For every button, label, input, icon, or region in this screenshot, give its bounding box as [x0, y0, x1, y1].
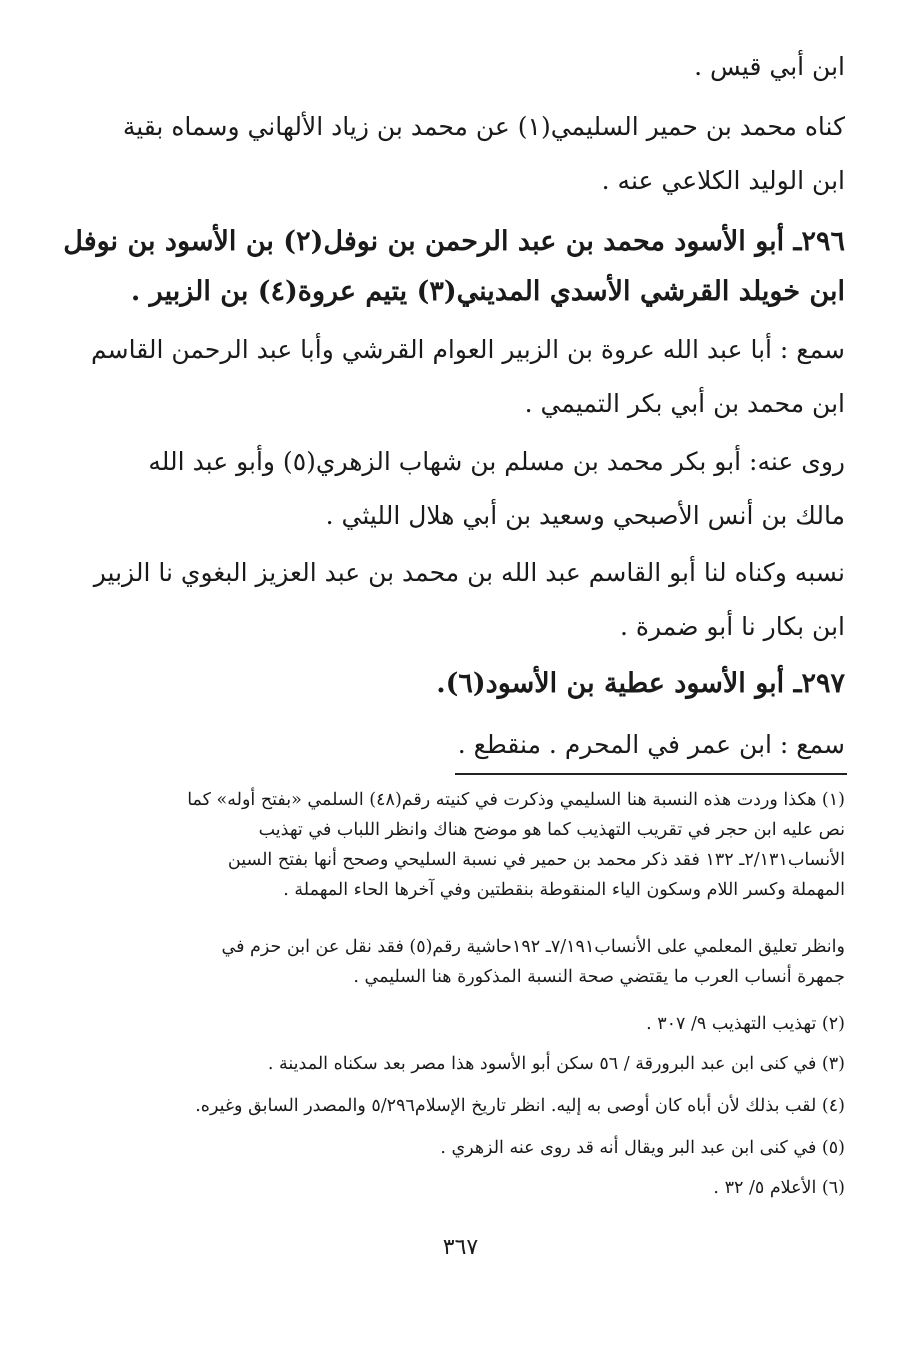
heading-line: ٢٩٦ـ أبو الأسود محمد بن عبد الرحمن بن نوفل(٢) بن الأسود بن نوفل	[63, 226, 845, 257]
footnote-separator	[455, 773, 847, 775]
paragraph-line: روى عنه: أبو بكر محمد بن مسلم بن شهاب الزهري(٥) وأبو عبد الله	[148, 447, 845, 476]
entry-297-heard-from	[111, 718, 845, 772]
footnote-1	[111, 785, 845, 905]
heading-line: ابن خويلد القرشي الأسدي المديني(٣) يتيم عروة(٤) بن الزبير .	[130, 276, 845, 307]
heading-line: ٢٩٧ـ أبو الأسود عطية بن الأسود(٦).	[436, 668, 845, 699]
footnote-line: (٣) في كنى ابن عبد البرورقة / ٥٦ سكن أبو الأسود هذا مصر بعد سكناه المدينة .	[267, 1054, 845, 1074]
intro-line: ابن أبي قيس .	[694, 52, 845, 81]
footnote-line: (٢) تهذيب التهذيب ٩/ ٣٠٧ .	[646, 1014, 845, 1034]
footnote-line: (٦) الأعلام ٥/ ٣٢ .	[713, 1178, 845, 1198]
footnote-2	[111, 1009, 845, 1039]
footnote-6	[111, 1173, 845, 1203]
footnote-line: (١) هكذا وردت هذه النسبة هنا السليمي وذكرت في كنيته رقم(٤٨) السلمي «بفتح أوله» كما	[187, 790, 845, 810]
entry-296-heard-from	[91, 323, 845, 431]
paragraph-line: ابن محمد بن أبي بكر التميمي .	[524, 389, 845, 418]
entry-296-lineage	[93, 546, 845, 654]
footnote-1-continuation	[111, 932, 845, 992]
footnote-3	[111, 1049, 845, 1079]
paragraph-line: مالك بن أنس الأصبحي وسعيد بن أبي هلال الليثي .	[325, 501, 845, 530]
footnote-line: نص عليه ابن حجر في تقريب التهذيب كما هو موضح هناك وانظر اللباب في تهذيب	[258, 820, 845, 840]
entry-296-heading	[63, 217, 845, 317]
page-number: ٣٦٧	[442, 1235, 479, 1260]
paragraph-line: ابن بكار نا أبو ضمرة .	[619, 612, 845, 641]
footnote-line: الأنساب٢/١٣١ـ ١٣٢ فقد ذكر محمد بن حمير في نسبة السليحي وصحح أنها بفتح السين	[227, 850, 845, 870]
footnote-line: (٤) لقب بذلك لأن أباه كان أوصى به إليه. انظر تاريخ الإسلام٥/٢٩٦ والمصدر السابق وغيره.	[195, 1096, 845, 1116]
intro-paragraph	[111, 40, 845, 94]
footnote-5	[111, 1133, 845, 1163]
footnote-line: (٥) في كنى ابن عبد البر ويقال أنه قد روى عنه الزهري .	[440, 1138, 845, 1158]
entry-296-narrated-by	[111, 435, 845, 543]
entry-297-heading	[111, 659, 845, 709]
paragraph-line: ابن الوليد الكلاعي عنه .	[601, 166, 845, 195]
footnote-line: وانظر تعليق المعلمي على الأنساب٧/١٩١ـ ١٩٢حاشية رقم(٥) فقد نقل عن ابن حزم في	[221, 937, 845, 957]
footnote-line: المهملة وكسر اللام وسكون الياء المنقوطة بنقطتين وفي آخرها الحاء المهملة .	[283, 880, 845, 900]
footnote-4	[111, 1091, 845, 1121]
paragraph-line: سمع : ابن عمر في المحرم . منقطع .	[457, 730, 845, 759]
paragraph-line: نسبه وكناه لنا أبو القاسم عبد الله بن محمد بن عبد العزيز البغوي نا الزبير	[93, 558, 845, 587]
footnote-line: جمهرة أنساب العرب ما يقتضي صحة النسبة المذكورة هنا السليمي .	[353, 967, 845, 987]
paragraph-kunya	[111, 100, 845, 208]
paragraph-line: سمع : أبا عبد الله عروة بن الزبير العوام القرشي وأبا عبد الرحمن القاسم	[91, 335, 845, 364]
paragraph-line: كناه محمد بن حمير السليمي(١) عن محمد بن زياد الألهاني وسماه بقية	[122, 112, 845, 141]
